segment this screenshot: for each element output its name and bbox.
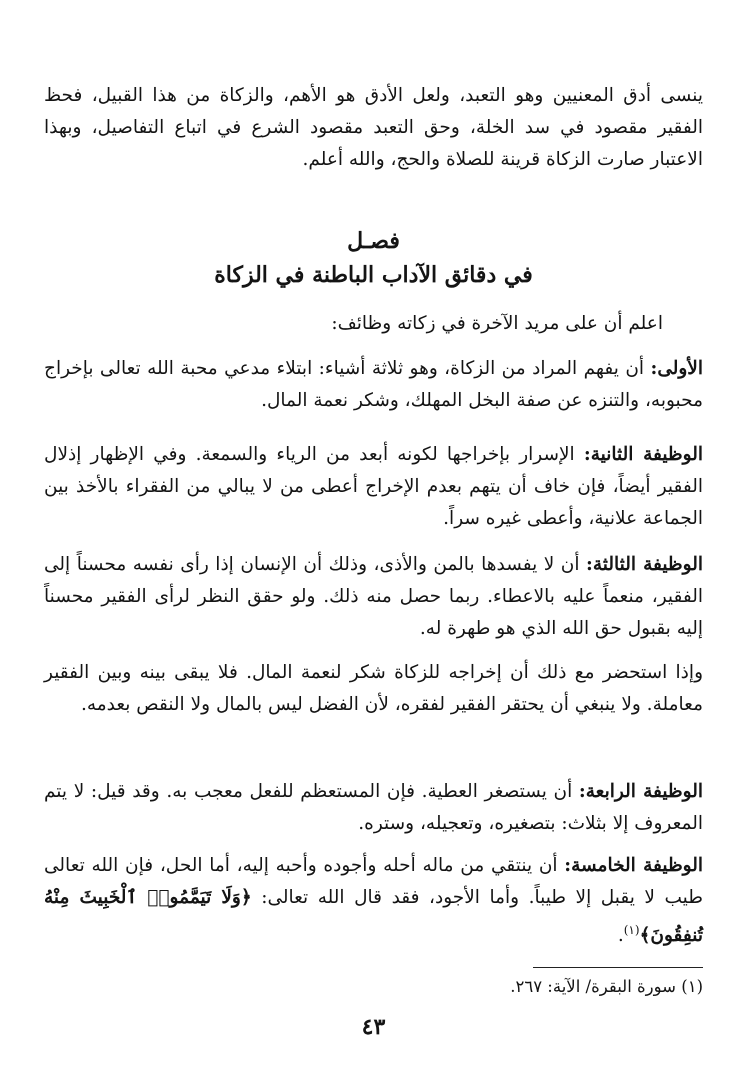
duty-text: أن يفهم المراد من الزكاة، وهو ثلاثة أشياء: ابتلاء مدعي محبة الله تعالى بإخراج محبوبه، والتنزه عن صفة البخل المهلك، وشكر نعمة المال. bbox=[44, 358, 703, 411]
duty-text: أن ينتقي من ماله أحله وأجوده وأحبه إليه، أما الحل، فإن الله تعالى طيب لا يقبل إلا طيباً. وأما الأجود، فقد قال الله تعالى: bbox=[44, 855, 703, 908]
duty-paragraph-4 bbox=[44, 776, 703, 840]
duty-text: أن يستصغر العطية. فإن المستعظم للفعل معجب به. وقد قيل: لا يتم المعروف إلا بثلاث: بتصغيره، وتعجيله، وستره. bbox=[44, 781, 703, 834]
duty-label: الوظيفة الرابعة: bbox=[578, 781, 703, 802]
footnote-divider bbox=[533, 967, 703, 968]
section-subtitle: في دقائق الآداب الباطنة في الزكاة bbox=[214, 262, 533, 288]
footnote-marker: (١) bbox=[623, 923, 640, 937]
opening-paragraph: ينسى أدق المعنيين وهو التعبد، ولعل الأدق هو الأهم، والزكاة من هذا القبيل، فحظ الفقير مقصود في سد الخلة، وحق التعبد مقصود الشرع في اتباع التفاصيل، وبهذا الاعتبار صارت الزكاة قرينة للصلاة والحج، والله أعلم. bbox=[44, 85, 703, 170]
duty-paragraph-3 bbox=[44, 549, 703, 645]
sentence-end: . bbox=[617, 925, 624, 947]
quran-verse: ﴿وَلَا تَيَمَّمُوا۟ ٱلْخَبِيثَ مِنْهُ تُنفِقُونَ﴾ bbox=[44, 887, 703, 947]
footnote: (١) سورة البقرة/ الآية: ٢٦٧. bbox=[510, 977, 703, 996]
duty-text: الإسرار بإخراجها لكونه أبعد من الرياء والسمعة. وفي الإظهار إذلال الفقير أيضاً، فإن خاف أن يتهم بعدم الإخراج أعطى من لا يبالي من الفقراء بالأخذ بين الجماعة علانية، وأعطى غيره سراً. bbox=[44, 444, 703, 529]
duty-text: وإذا استحضر مع ذلك أن إخراجه للزكاة شكر لنعمة المال. فلا يبقى بينه وبين الفقير معاملة. ولا ينبغي أن يحتقر الفقير لفقره، لأن الفضل ليس بالمال ولا النقص بعدمه. bbox=[44, 662, 703, 715]
duty-label: الوظيفة الخامسة: bbox=[564, 855, 704, 876]
intro-line: اعلم أن على مريد الآخرة في زكاته وظائف: bbox=[331, 313, 663, 334]
section-title: فصـل bbox=[347, 228, 400, 254]
duty-label: الأولى: bbox=[650, 358, 703, 379]
duty-label: الوظيفة الثالثة: bbox=[586, 554, 703, 575]
duty-paragraph-2 bbox=[44, 439, 703, 535]
duty-paragraph-5 bbox=[44, 850, 703, 952]
duty-paragraph-3-continued bbox=[44, 657, 703, 721]
duty-text: أن لا يفسدها بالمن والأذى، وذلك أن الإنسان إذا رأى نفسه محسناً إلى الفقير، منعماً عليه بالاعطاء. ربما حصل منه ذلك. ولو حقق النظر لرأى الفقير محسناً إليه بقبول حق الله الذي هو طهرة له. bbox=[44, 554, 703, 639]
duty-paragraph-1 bbox=[44, 353, 703, 417]
duty-label: الوظيفة الثانية: bbox=[583, 444, 703, 465]
page-number: ٤٣ bbox=[361, 1014, 386, 1040]
